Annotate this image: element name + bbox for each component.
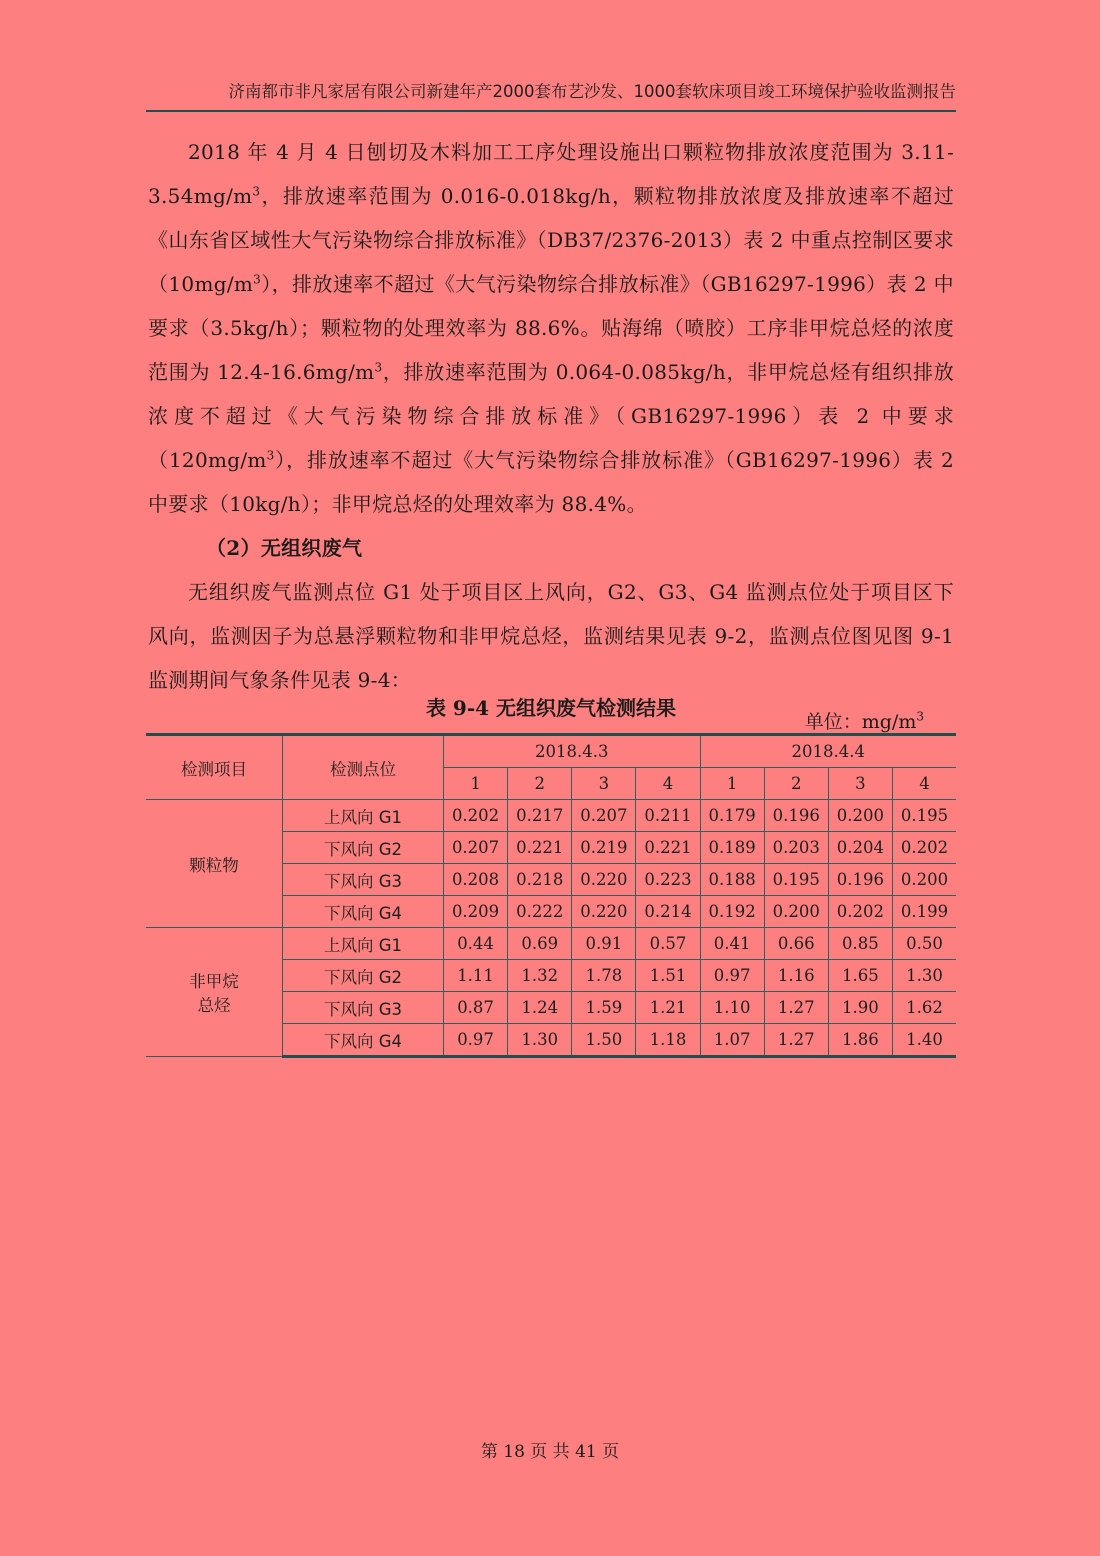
value-cell: 1.50: [572, 1024, 636, 1057]
table-title: 表 9-4 无组织废气检测结果: [425, 696, 677, 720]
results-table: [146, 733, 956, 1058]
value-cell: 0.221: [636, 832, 700, 864]
value-cell: 1.16: [764, 960, 828, 992]
value-cell: 0.91: [572, 928, 636, 960]
value-cell: 1.24: [508, 992, 572, 1024]
value-cell: 0.221: [508, 832, 572, 864]
paragraph1-part-b: ，排放速率范围为 0.016-0.018kg/h，颗粒物排放浓度及排放速率不超过《山东省区域性大气污染物综合排放标准》（DB37/2376-2013）表 2 中重点控制区要求（10mg/m: [148, 184, 954, 296]
value-cell: 1.11: [444, 960, 508, 992]
run-number: 4: [636, 768, 700, 800]
point-cell: 下风向 G3: [283, 864, 444, 896]
unit-superscript: 3: [916, 709, 924, 724]
value-cell: 1.21: [636, 992, 700, 1024]
value-cell: 1.65: [828, 960, 892, 992]
value-cell: 0.200: [764, 896, 828, 928]
page-footer: 第 18 页 共 41 页: [480, 1442, 620, 1462]
run-number: 4: [892, 768, 956, 800]
value-cell: 1.78: [572, 960, 636, 992]
value-cell: 0.85: [828, 928, 892, 960]
value-cell: 1.18: [636, 1024, 700, 1057]
value-cell: 0.199: [892, 896, 956, 928]
point-cell: 下风向 G3: [283, 992, 444, 1024]
value-cell: 1.40: [892, 1024, 956, 1057]
value-cell: 0.200: [892, 864, 956, 896]
point-cell: 下风向 G4: [283, 896, 444, 928]
value-cell: 0.97: [700, 960, 764, 992]
value-cell: 0.219: [572, 832, 636, 864]
value-cell: 1.27: [764, 1024, 828, 1057]
run-number: 1: [444, 768, 508, 800]
value-cell: 0.207: [572, 800, 636, 832]
table-row: [146, 928, 956, 960]
value-cell: 0.204: [828, 832, 892, 864]
body-text: [148, 130, 954, 702]
value-cell: 0.44: [444, 928, 508, 960]
group-nmhc: [146, 928, 283, 1057]
value-cell: 0.69: [508, 928, 572, 960]
table-header-row: [146, 735, 956, 768]
header-item: 检测项目: [146, 735, 283, 800]
value-cell: 1.27: [764, 992, 828, 1024]
group-nmhc-line1: 非甲烷: [189, 972, 239, 991]
value-cell: 0.202: [892, 832, 956, 864]
value-cell: 0.220: [572, 864, 636, 896]
value-cell: 1.86: [828, 1024, 892, 1057]
superscript-3: 3: [253, 272, 262, 287]
run-number: 3: [828, 768, 892, 800]
header-date-2: 2018.4.4: [700, 735, 956, 768]
value-cell: 1.62: [892, 992, 956, 1024]
value-cell: 1.90: [828, 992, 892, 1024]
value-cell: 0.196: [828, 864, 892, 896]
value-cell: 0.207: [444, 832, 508, 864]
value-cell: 0.41: [700, 928, 764, 960]
value-cell: 0.196: [764, 800, 828, 832]
paragraph1-part-c: ），排放速率不超过《大气污染物综合排放标准》（GB16297-1996）表 2 中要求（3.5kg/h）；颗粒物的处理效率为 88.6%。贴海绵（喷胶）工序非甲烷总烃的浓度范围为 12.4-16.6mg/m: [148, 272, 954, 384]
value-cell: 0.220: [572, 896, 636, 928]
value-cell: 0.188: [700, 864, 764, 896]
value-cell: 0.214: [636, 896, 700, 928]
paragraph1-part-e: ），排放速率不超过《大气污染物综合排放标准》（GB16297-1996）表 2 中要求（10kg/h）；非甲烷总烃的处理效率为 88.4%。: [148, 448, 954, 516]
header-date-1: 2018.4.3: [444, 735, 701, 768]
paragraph-emission-results: [148, 130, 954, 526]
point-cell: 下风向 G2: [283, 960, 444, 992]
group-nmhc-line2: 总烃: [197, 996, 231, 1015]
paragraph-fugitive-intro: 无组织废气监测点位 G1 处于项目区上风向，G2、G3、G4 监测点位处于项目区下风向，监测因子为总悬浮颗粒物和非甲烷总烃，监测结果见表 9-2，监测点位图见图 9-1 监测期间气象条件见表 9-4：: [148, 580, 954, 692]
value-cell: 0.208: [444, 864, 508, 896]
value-cell: 0.223: [636, 864, 700, 896]
value-cell: 0.50: [892, 928, 956, 960]
point-cell: 下风向 G2: [283, 832, 444, 864]
value-cell: 0.203: [764, 832, 828, 864]
run-number: 2: [764, 768, 828, 800]
value-cell: 1.30: [508, 1024, 572, 1057]
value-cell: 1.30: [892, 960, 956, 992]
run-number: 2: [508, 768, 572, 800]
superscript-3: 3: [266, 448, 275, 463]
value-cell: 0.189: [700, 832, 764, 864]
value-cell: 0.218: [508, 864, 572, 896]
value-cell: 1.51: [636, 960, 700, 992]
paragraph1-part-d: ，排放速率范围为 0.064-0.085kg/h，非甲烷总烃有组织排放浓度不超过《大气污染物综合排放标准》（GB16297-1996）表 2 中要求（120mg/m: [148, 360, 954, 472]
value-cell: 0.195: [892, 800, 956, 832]
section-title: （2）无组织废气: [206, 536, 363, 560]
point-cell: 上风向 G1: [283, 928, 444, 960]
header-point: 检测点位: [283, 735, 444, 800]
value-cell: 0.87: [444, 992, 508, 1024]
value-cell: 0.195: [764, 864, 828, 896]
value-cell: 1.32: [508, 960, 572, 992]
value-cell: 0.200: [828, 800, 892, 832]
run-number: 3: [572, 768, 636, 800]
superscript-3: 3: [252, 184, 261, 199]
group-particulate: 颗粒物: [146, 800, 283, 928]
value-cell: 1.10: [700, 992, 764, 1024]
value-cell: 0.192: [700, 896, 764, 928]
value-cell: 0.57: [636, 928, 700, 960]
value-cell: 0.209: [444, 896, 508, 928]
value-cell: 0.179: [700, 800, 764, 832]
point-cell: 上风向 G1: [283, 800, 444, 832]
value-cell: 0.97: [444, 1024, 508, 1057]
unit-text: 单位：mg/m: [804, 711, 917, 733]
table-row: [146, 800, 956, 832]
paragraph1-part-a: 2018 年 4 月 4 日刨切及木料加工工序处理设施出口颗粒物排放浓度范围为 3.11-3.54mg/m: [148, 140, 954, 208]
superscript-3: 3: [374, 360, 383, 375]
value-cell: 1.07: [700, 1024, 764, 1057]
value-cell: 0.211: [636, 800, 700, 832]
table-unit: [805, 707, 924, 734]
header-rule: [146, 110, 956, 112]
value-cell: 0.222: [508, 896, 572, 928]
value-cell: 0.217: [508, 800, 572, 832]
value-cell: 0.202: [828, 896, 892, 928]
run-number: 1: [700, 768, 764, 800]
point-cell: 下风向 G4: [283, 1024, 444, 1057]
value-cell: 1.59: [572, 992, 636, 1024]
value-cell: 0.202: [444, 800, 508, 832]
page-header: 济南都市非凡家居有限公司新建年产2000套布艺沙发、1000套软床项目竣工环境保护验收监测报告: [228, 82, 956, 101]
value-cell: 0.66: [764, 928, 828, 960]
